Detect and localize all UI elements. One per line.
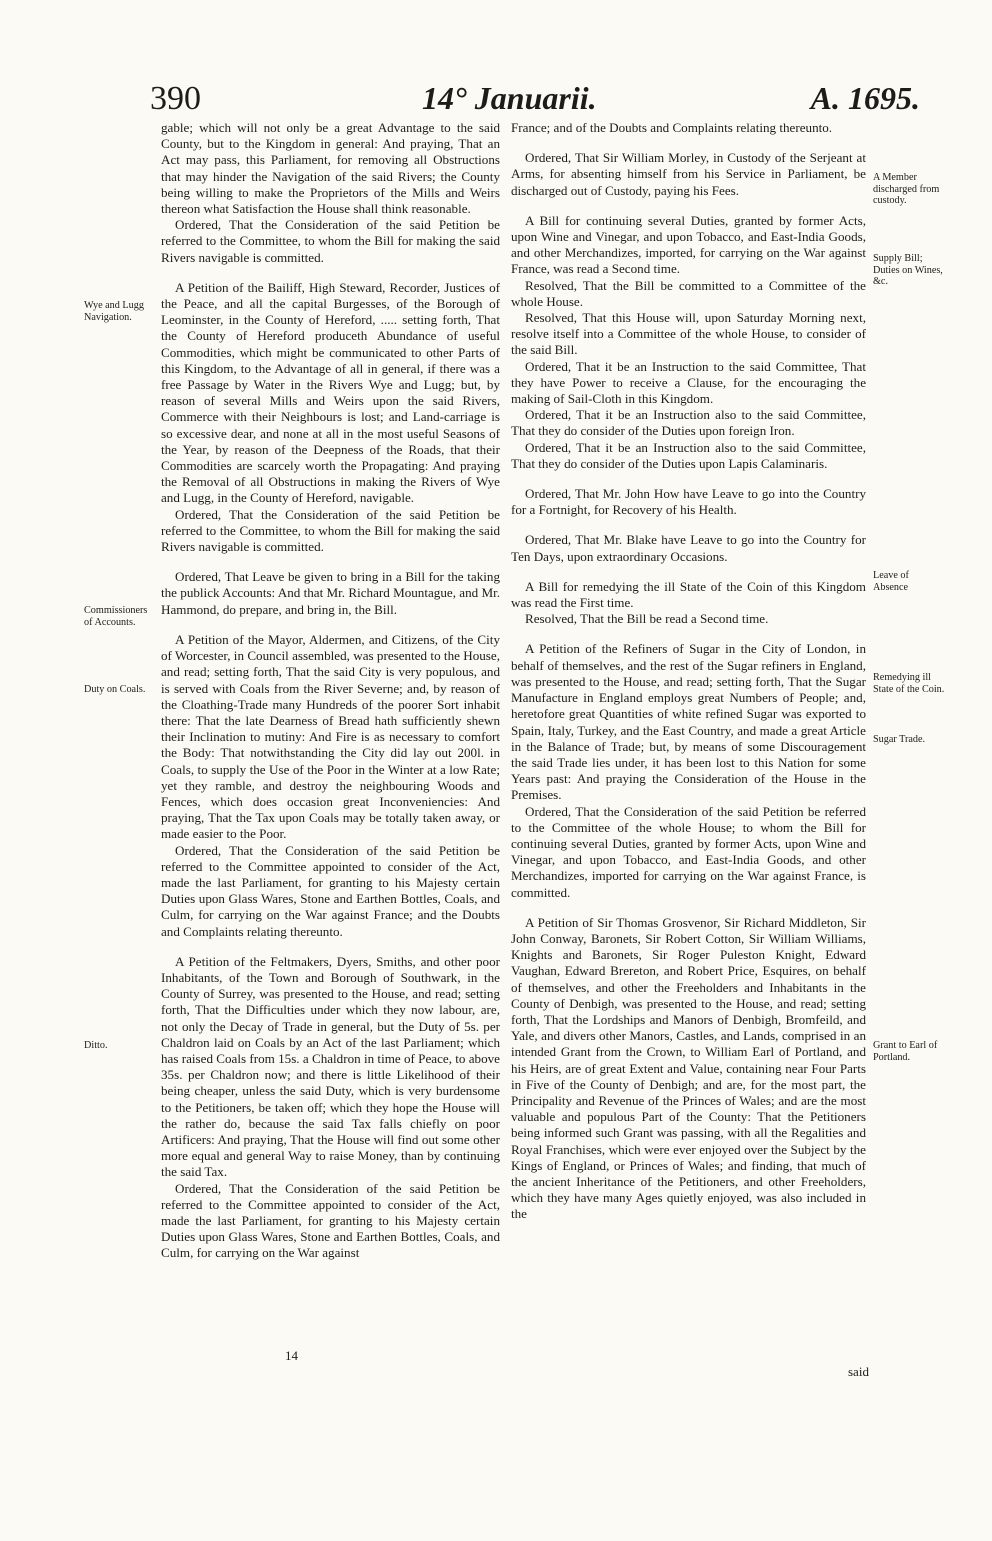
paragraph: Ordered, That Sir William Morley, in Custody of the Serjeant at Arms, for absenting himself from his Service in Parliament, be discharged out of Custody, paying his Fees. bbox=[511, 150, 866, 198]
page-number: 390 bbox=[150, 80, 201, 117]
paragraph: A Petition of the Refiners of Sugar in the City of London, in behalf of themselves, and the rest of the Sugar refiners in England, was presented to the House, and read; setting forth, That the Sugar Manufacture in England employs great Numbers of People; and, heretofore great Quantities of white refined Sugar was exported to Spain, Italy, Turkey, and the East Country, and made a great Article in the Balance of Trade; but, by means of some Discouragement the said Trade lies under, it has been lost to this Nation for some Years past: And praying the Consideration of the House in the Premises. bbox=[511, 641, 866, 803]
paragraph: Ordered, That the Consideration of the said Petition be referred to the Committee appointed to consider of the Act, made the last Parliament, for granting to his Majesty certain Duties upon Glass Wares, Stone and Earthen Bottles, Coals, and Culm, for carrying on the War against France; and the Doubts and Complaints relating thereunto. bbox=[161, 842, 500, 939]
catchword: said bbox=[848, 1364, 869, 1379]
paragraph: gable; which will not only be a great Advantage to the said County, but to the Kingdom in general: And praying, That an Act may pass, this Parliament, for removing all Obstructions that may hinder the Navigation of the said Rivers; the County being willing to make the Proprietors of the Mills and Weirs thereon what Satisfaction the House shall think reasonable. bbox=[161, 120, 500, 217]
paragraph: Resolved, That this House will, upon Saturday Morning next, resolve itself into a Committee of the whole House, to consider of the said Bill. bbox=[511, 310, 866, 358]
paragraph: A Bill for continuing several Duties, granted by former Acts, upon Wine and Vinegar, and upon Tobacco, and East-India Goods, and other Merchandizes, imported, for carrying on the War against France, was read a Second time. bbox=[511, 212, 866, 277]
margin-note-right-6: Grant to Earl of Portland. bbox=[873, 1040, 938, 1063]
paragraph: Ordered, That the Consideration of the said Petition be referred to the Committee of the whole House; to whom the Bill for continuing several Duties, granted by former Acts, upon Wine and Vinegar, and upon Tobacco, and East-India Goods, and other Merchandizes, imported for carrying on the War against France, is committed. bbox=[511, 803, 866, 900]
paragraph: Ordered, That the Consideration of the said Petition be referred to the Committee, to whom the Bill for making the said Rivers navigable is committed. bbox=[161, 506, 500, 555]
paragraph: Resolved, That the Bill be read a Second time. bbox=[525, 611, 769, 627]
margin-note-left-3: Duty on Coals. bbox=[84, 684, 146, 695]
paragraph: A Petition of the Bailiff, High Steward, Recorder, Justices of the Peace, and all the capital Burgesses, of the Borough of Leominster, in the County of Hereford, ..... setting forth, That the County of Hereford produceth Abundance of useful Commodities, which might be communicated to other Parts of this Kingdom, to the Advantage of all in general, if there was a free Passage by Water in the Rivers Wye and Lugg; but, by reason of several Mills and Weirs upon the said Rivers, Commerce with their Neighbours is lost; and Land-carriage is so excessive dear, and none at all in the most useful Seasons of the Year, by reason of the Deepness of the Roads, that their Commodities are scarcely worth the Propagating: And praying the Removal of all Obstructions in making the Rivers of Wye and Lugg, in the County of Hereford, navigable. bbox=[161, 279, 500, 506]
margin-note-right-2: Supply Bill; Duties on Wines, &c. bbox=[873, 253, 943, 287]
paragraph: A Bill for remedying the ill State of the Coin of this Kingdom was read the First time. bbox=[511, 578, 866, 611]
paragraph: Ordered, That it be an Instruction also to the said Committee, That they do consider of the Duties upon foreign Iron. bbox=[511, 407, 866, 439]
paragraph: Ordered, That the Consideration of the said Petition be referred to the Committee, to whom the Bill for making the said Rivers navigable is committed. bbox=[161, 217, 500, 265]
paragraph: A Petition of the Feltmakers, Dyers, Smiths, and other poor Inhabitants, of the Town and Borough of Southwark, in the County of Surrey, was presented to the House, and read; setting forth, That the Difficulties under which they now labour, are, not only the Decay of Trade in general, but the Duty of 5s. per Chaldron laid on Coals by an Act of the last Parliament; which has raised Coals from 15s. a Chaldron in time of Peace, to above 35s. per Chaldron now; and there is little Likelihood of their being cheaper, unless the said Duty, which is very burdensome to the Petitioners, be taken off; which they hope the House will the rather do, because the said Tax falls chiefly on poor Artificers: And praying, That the House will find out some other more equal and general Way to raise Money, than by continuing the said Tax. bbox=[161, 953, 500, 1180]
margin-note-left-1: Wye and Lugg Navigation. bbox=[84, 300, 144, 323]
margin-note-left-4: Ditto. bbox=[84, 1040, 108, 1051]
header-year: A. 1695. bbox=[810, 80, 920, 116]
margin-note-right-4: Remedying ill State of the Coin. bbox=[873, 672, 945, 695]
paragraph: Ordered, That Mr. Blake have Leave to go into the Country for Ten Days, upon extraordinary Occasions. bbox=[511, 532, 866, 564]
paragraph: Resolved, That the Bill be committed to a Committee of the whole House. bbox=[511, 277, 866, 309]
paragraph: A Petition of Sir Thomas Grosvenor, Sir Richard Middleton, Sir John Conway, Baronets, Sir Robert Cotton, Sir William Williams, Knights and Baronets, Sir Roger Puleston Knight, Edward Vaughan, Edward Brereton, and Robert Price, Esquires, on behalf of themselves, and other the Freeholders and Inhabitants in the County of Denbigh, was presented to the House, and read; setting forth, That the Lordships and Manors of Denbigh, Bromfeild, and Yale, and divers other Manors, Castles, and Lands, comprised in an intended Grant from the Crown, to William Earl of Portland, and his Heirs, are of great Extent and Value, containing near Four Parts in Five of the County of Denbigh; and are, for the most part, the Principality and Revenue of the Princes of Wales; and are the most valuable and populous Part of the County: That the Petitioners being informed such Grant was passing, with all the Regalities and Royal Franchises, which were ever enjoyed over the Subject by the Kings of England, or Princes of Wales; and finding, that much of the ancient Inheritance of the Petitioners, and other Freeholders, which they have many Ages quietly enjoyed, was also included in the bbox=[511, 914, 866, 1222]
paragraph: Ordered, That Mr. John How have Leave to go into the Country for a Fortnight, for Recovery of his Health. bbox=[511, 486, 866, 518]
margin-note-right-1: A Member discharged from custody. bbox=[873, 172, 940, 206]
paragraph: Ordered, That it be an Instruction also to the said Committee, That they do consider of the Duties upon Lapis Calaminaris. bbox=[511, 439, 866, 471]
paragraph: Ordered, That it be an Instruction to the said Committee, That they have Power to receive a Clause, for the encouraging the making of Sail-Cloth in this Kingdom. bbox=[511, 358, 866, 407]
paragraph: A Petition of the Mayor, Aldermen, and Citizens, of the City of Worcester, in Council assembled, was presented to the House, and read; setting forth, That the said City is very populous, and is served with Coals from the River Severne; and, by reason of the Cloathing-Trade many Hundreds of the poorer Sort inhabit there: That the late Dearness of Bread hath sufficiently shewn their Inclination to mutiny: And Fire is as necessary to comfort the Body: That notwithstanding the City did lay out 200l. in Coals, to supply the Use of the Poor in the Winter at a low Rate; yet they ramble, and destroy the neighbouring Woods and Fences, which does occasion great Inconveniencies: And praying, That the Tax upon Coals may be totally taken away, or made easier to the Poor. bbox=[161, 631, 500, 842]
paragraph: Ordered, That Leave be given to bring in a Bill for the taking the publick Accounts: And that Mr. Richard Mountague, and Mr. Hammond, do prepare, and bring in, the Bill. bbox=[161, 569, 500, 617]
paragraph: Ordered, That the Consideration of the said Petition be referred to the Committee appointed to consider of the Act, made the last Parliament, for granting to his Majesty certain Duties upon Glass Wares, Stone and Earthen Bottles, Coals, and Culm, for carrying on the War against bbox=[161, 1180, 500, 1261]
margin-note-right-3: Leave of Absence bbox=[873, 570, 909, 593]
signature-mark: 14 bbox=[285, 1348, 298, 1363]
margin-note-left-2: Commissioners of Accounts. bbox=[84, 605, 148, 628]
margin-note-right-5: Sugar Trade. bbox=[873, 734, 926, 745]
header-date: 14° Januarii. bbox=[422, 80, 597, 116]
paragraph: France; and of the Doubts and Complaints relating thereunto. bbox=[511, 120, 833, 135]
